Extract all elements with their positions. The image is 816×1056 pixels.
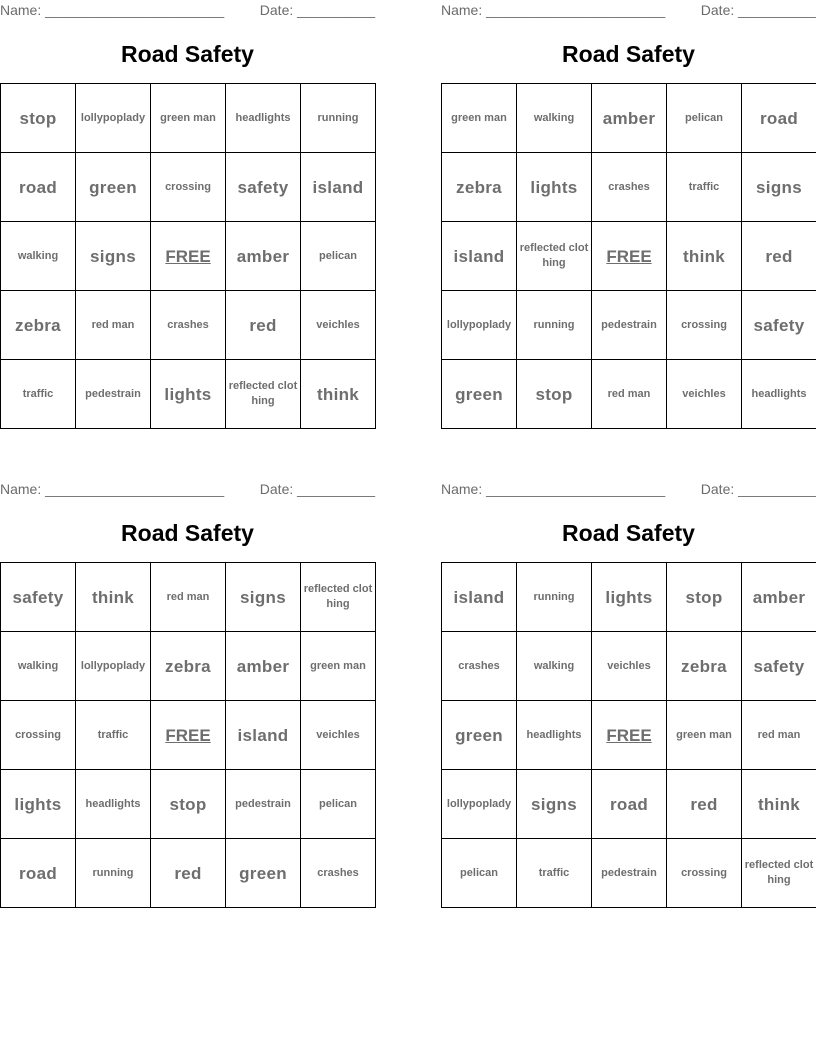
bingo-cell[interactable]: lollypoplady bbox=[442, 770, 517, 839]
bingo-cell[interactable]: pedestrain bbox=[226, 770, 301, 839]
bingo-cell[interactable]: headlights bbox=[226, 84, 301, 153]
bingo-cell[interactable]: red bbox=[667, 770, 742, 839]
bingo-cell[interactable]: pedestrain bbox=[592, 839, 667, 908]
bingo-cell[interactable]: amber bbox=[742, 563, 816, 632]
grid-row bbox=[1, 701, 376, 770]
name-field[interactable]: Name: _______________________ bbox=[0, 2, 225, 18]
bingo-cell[interactable]: pelican bbox=[301, 770, 376, 839]
bingo-cell[interactable]: pelican bbox=[442, 839, 517, 908]
bingo-cell[interactable]: red bbox=[226, 291, 301, 360]
free-space[interactable]: FREE bbox=[151, 222, 226, 291]
bingo-cell[interactable]: signs bbox=[76, 222, 151, 291]
grid-row bbox=[1, 632, 376, 701]
bingo-cell[interactable]: running bbox=[517, 291, 592, 360]
bingo-cell[interactable]: signs bbox=[226, 563, 301, 632]
bingo-cell[interactable]: signs bbox=[517, 770, 592, 839]
card-title: Road Safety bbox=[562, 41, 695, 67]
bingo-cell[interactable]: green bbox=[442, 360, 517, 429]
bingo-cell[interactable]: road bbox=[742, 84, 816, 153]
grid-row bbox=[442, 770, 816, 839]
grid-row bbox=[442, 84, 816, 153]
bingo-cell[interactable]: pedestrain bbox=[76, 360, 151, 429]
bingo-cell[interactable]: green man bbox=[301, 632, 376, 701]
grid-row bbox=[442, 153, 816, 222]
bingo-cell[interactable]: green bbox=[76, 153, 151, 222]
grid-row bbox=[442, 291, 816, 360]
bingo-cell[interactable]: lights bbox=[517, 153, 592, 222]
bingo-cell[interactable]: crashes bbox=[442, 632, 517, 701]
bingo-cell[interactable]: headlights bbox=[742, 360, 816, 429]
date-field[interactable]: Date: __________ bbox=[259, 2, 375, 18]
bingo-cell[interactable]: island bbox=[442, 222, 517, 291]
card-header bbox=[0, 2, 375, 22]
grid-row bbox=[1, 84, 376, 153]
bingo-cell[interactable]: veichles bbox=[592, 632, 667, 701]
bingo-cell[interactable]: red bbox=[742, 222, 816, 291]
bingo-cell[interactable]: crashes bbox=[592, 153, 667, 222]
bingo-cell[interactable]: safety bbox=[226, 153, 301, 222]
bingo-cell[interactable]: pelican bbox=[667, 84, 742, 153]
bingo-cell[interactable]: stop bbox=[517, 360, 592, 429]
grid-row bbox=[1, 153, 376, 222]
bingo-cell[interactable]: traffic bbox=[76, 701, 151, 770]
bingo-cell[interactable]: walking bbox=[517, 84, 592, 153]
bingo-cell[interactable]: stop bbox=[151, 770, 226, 839]
bingo-cell[interactable]: reflected clothing bbox=[742, 839, 816, 908]
bingo-cell[interactable]: running bbox=[76, 839, 151, 908]
bingo-cell[interactable]: crashes bbox=[301, 839, 376, 908]
card-header bbox=[0, 481, 375, 501]
bingo-cell[interactable]: stop bbox=[1, 84, 76, 153]
bingo-cell[interactable]: green bbox=[226, 839, 301, 908]
bingo-cell[interactable]: lollypoplady bbox=[442, 291, 517, 360]
bingo-cell[interactable]: green man bbox=[442, 84, 517, 153]
card-title: Road Safety bbox=[121, 41, 254, 67]
free-space[interactable]: FREE bbox=[592, 701, 667, 770]
date-field[interactable]: Date: __________ bbox=[259, 481, 375, 497]
bingo-cell[interactable]: amber bbox=[592, 84, 667, 153]
bingo-cell[interactable]: reflected clothing bbox=[226, 360, 301, 429]
bingo-cell[interactable]: amber bbox=[226, 222, 301, 291]
bingo-cell[interactable]: headlights bbox=[76, 770, 151, 839]
bingo-cell[interactable]: island bbox=[226, 701, 301, 770]
bingo-cell[interactable]: amber bbox=[226, 632, 301, 701]
date-field[interactable]: Date: __________ bbox=[700, 481, 816, 497]
grid-row bbox=[1, 563, 376, 632]
bingo-cell[interactable]: red man bbox=[742, 701, 816, 770]
bingo-cell[interactable]: crossing bbox=[667, 839, 742, 908]
name-field[interactable]: Name: _______________________ bbox=[441, 481, 666, 497]
bingo-cell[interactable]: traffic bbox=[517, 839, 592, 908]
bingo-cell[interactable]: island bbox=[301, 153, 376, 222]
grid-row bbox=[442, 839, 816, 908]
bingo-cell[interactable]: road bbox=[592, 770, 667, 839]
bingo-cell[interactable]: safety bbox=[742, 632, 816, 701]
name-field[interactable]: Name: _______________________ bbox=[0, 481, 225, 497]
bingo-cell[interactable]: running bbox=[301, 84, 376, 153]
bingo-cell[interactable]: lights bbox=[592, 563, 667, 632]
bingo-cell[interactable]: road bbox=[1, 839, 76, 908]
bingo-grid bbox=[0, 83, 376, 429]
bingo-cell[interactable]: veichles bbox=[667, 360, 742, 429]
grid-row bbox=[442, 222, 816, 291]
bingo-cell[interactable]: crossing bbox=[667, 291, 742, 360]
bingo-cell[interactable]: crashes bbox=[151, 291, 226, 360]
bingo-grid bbox=[0, 562, 376, 908]
bingo-cell[interactable]: red bbox=[151, 839, 226, 908]
bingo-grid bbox=[441, 83, 816, 429]
grid-row bbox=[442, 360, 816, 429]
bingo-cell[interactable]: lights bbox=[151, 360, 226, 429]
bingo-cell[interactable]: think bbox=[742, 770, 816, 839]
bingo-cell[interactable]: green man bbox=[151, 84, 226, 153]
bingo-cell[interactable]: walking bbox=[517, 632, 592, 701]
bingo-cell[interactable]: walking bbox=[1, 632, 76, 701]
bingo-cell[interactable]: traffic bbox=[667, 153, 742, 222]
bingo-cell[interactable]: headlights bbox=[517, 701, 592, 770]
grid-row bbox=[1, 360, 376, 429]
bingo-cell[interactable]: safety bbox=[1, 563, 76, 632]
bingo-cell[interactable]: road bbox=[1, 153, 76, 222]
grid-row bbox=[1, 770, 376, 839]
grid-row bbox=[442, 632, 816, 701]
bingo-cell[interactable]: walking bbox=[1, 222, 76, 291]
bingo-cell[interactable]: green man bbox=[667, 701, 742, 770]
bingo-cell[interactable]: pedestrain bbox=[592, 291, 667, 360]
bingo-cell[interactable]: red man bbox=[592, 360, 667, 429]
card-header bbox=[441, 481, 816, 501]
bingo-cell[interactable]: zebra bbox=[151, 632, 226, 701]
bingo-cell[interactable]: veichles bbox=[301, 701, 376, 770]
bingo-cell[interactable]: island bbox=[442, 563, 517, 632]
bingo-cell[interactable]: green bbox=[442, 701, 517, 770]
bingo-cell[interactable]: stop bbox=[667, 563, 742, 632]
grid-row bbox=[1, 291, 376, 360]
grid-row bbox=[1, 222, 376, 291]
bingo-cell[interactable]: think bbox=[76, 563, 151, 632]
bingo-grid bbox=[441, 562, 816, 908]
bingo-cell[interactable]: red man bbox=[76, 291, 151, 360]
bingo-cell[interactable]: reflected clothing bbox=[517, 222, 592, 291]
bingo-cell[interactable]: red man bbox=[151, 563, 226, 632]
bingo-cell[interactable]: veichles bbox=[301, 291, 376, 360]
free-space[interactable]: FREE bbox=[592, 222, 667, 291]
grid-row bbox=[1, 839, 376, 908]
bingo-cell[interactable]: pelican bbox=[301, 222, 376, 291]
name-field[interactable]: Name: _______________________ bbox=[441, 2, 666, 18]
bingo-cell[interactable]: zebra bbox=[667, 632, 742, 701]
bingo-cell[interactable]: reflected clothing bbox=[301, 563, 376, 632]
grid-row bbox=[442, 701, 816, 770]
bingo-cell[interactable]: signs bbox=[742, 153, 816, 222]
card-header bbox=[441, 2, 816, 22]
bingo-cell[interactable]: think bbox=[301, 360, 376, 429]
card-title: Road Safety bbox=[121, 520, 254, 546]
grid-row bbox=[442, 563, 816, 632]
bingo-cell[interactable]: think bbox=[667, 222, 742, 291]
bingo-cell[interactable]: lollypoplady bbox=[76, 632, 151, 701]
bingo-cell[interactable]: crossing bbox=[1, 701, 76, 770]
bingo-cell[interactable]: zebra bbox=[442, 153, 517, 222]
card-title: Road Safety bbox=[562, 520, 695, 546]
bingo-cell[interactable]: lollypoplady bbox=[76, 84, 151, 153]
bingo-cell[interactable]: zebra bbox=[1, 291, 76, 360]
bingo-cell[interactable]: running bbox=[517, 563, 592, 632]
bingo-cell[interactable]: safety bbox=[742, 291, 816, 360]
bingo-cell[interactable]: traffic bbox=[1, 360, 76, 429]
date-field[interactable]: Date: __________ bbox=[700, 2, 816, 18]
free-space[interactable]: FREE bbox=[151, 701, 226, 770]
bingo-cell[interactable]: crossing bbox=[151, 153, 226, 222]
bingo-cell[interactable]: lights bbox=[1, 770, 76, 839]
